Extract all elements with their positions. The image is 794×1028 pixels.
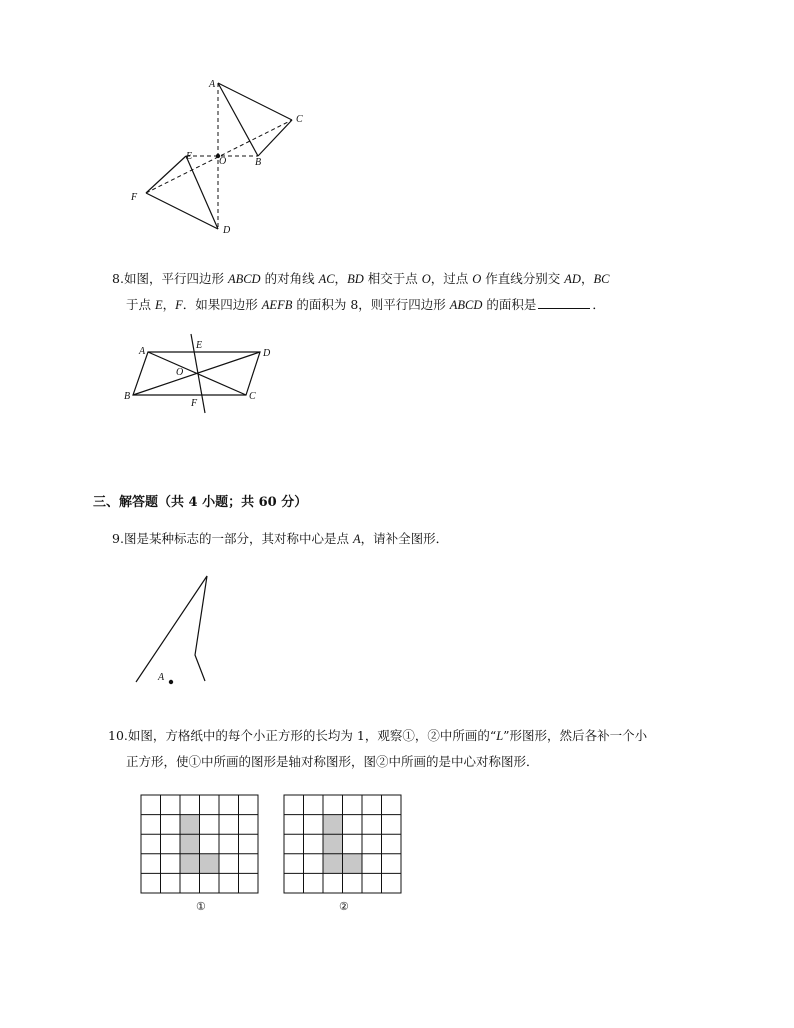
grid-2-label: ②: [339, 901, 349, 913]
grid-lines: [141, 795, 258, 893]
grid-figure-1: [141, 795, 259, 915]
grid-1-label: ①: [196, 901, 206, 913]
fig1-label-e: E: [186, 151, 193, 162]
figure-triangles: [120, 70, 320, 240]
section-3-title: 三、解答题（共 4 小题；共 60 分）: [93, 495, 308, 510]
fig1-label-c: C: [296, 114, 303, 125]
fig1-label-o: O: [219, 156, 227, 167]
question-8-line-2: 于点 E，F．如果四边形 AEFB 的面积为 8，则平行四边形 ABCD 的面积是 ．: [126, 297, 605, 312]
question-9: 9.图是某种标志的一部分，其对称中心是点 A，请补全图形．: [112, 531, 449, 546]
fig1-label-a: A: [209, 79, 216, 90]
fig2-label-d: D: [263, 348, 271, 359]
fig2-label-a: A: [139, 346, 146, 357]
fig1-label-d: D: [223, 225, 231, 236]
fig2-label-o: O: [176, 367, 184, 378]
fig2-label-e: E: [196, 340, 203, 351]
grid-figure-2: [284, 795, 402, 915]
fig3-label-a: A: [158, 672, 165, 683]
fig1-label-f: F: [131, 192, 138, 203]
question-8: 8.如图，平行四边形 ABCD 的对角线 AC，BD 相交于点 O，过点 O 作直线分别交 AD，BC: [112, 271, 610, 286]
figure-symbol-part: [130, 570, 220, 690]
fig2-label-b: B: [124, 391, 131, 402]
q8-number: 8.: [112, 271, 124, 286]
fig1-label-b: B: [255, 157, 262, 168]
grid-lines: [284, 795, 401, 893]
figure-parallelogram: [120, 330, 280, 420]
question-10-line-2: 正方形，使①中所画的图形是轴对称图形，图②中所画的是中心对称图形．: [126, 754, 539, 769]
fig2-label-c: C: [249, 391, 256, 402]
fig2-label-f: F: [191, 398, 198, 409]
q10-number: 10.: [108, 728, 128, 743]
q9-number: 9.: [112, 531, 124, 546]
question-10: 10.如图，方格纸中的每个小正方形的长均为 1，观察①，②中所画的“L”形图形，然后各补一个小: [108, 728, 648, 743]
answer-blank[interactable]: [538, 296, 590, 309]
